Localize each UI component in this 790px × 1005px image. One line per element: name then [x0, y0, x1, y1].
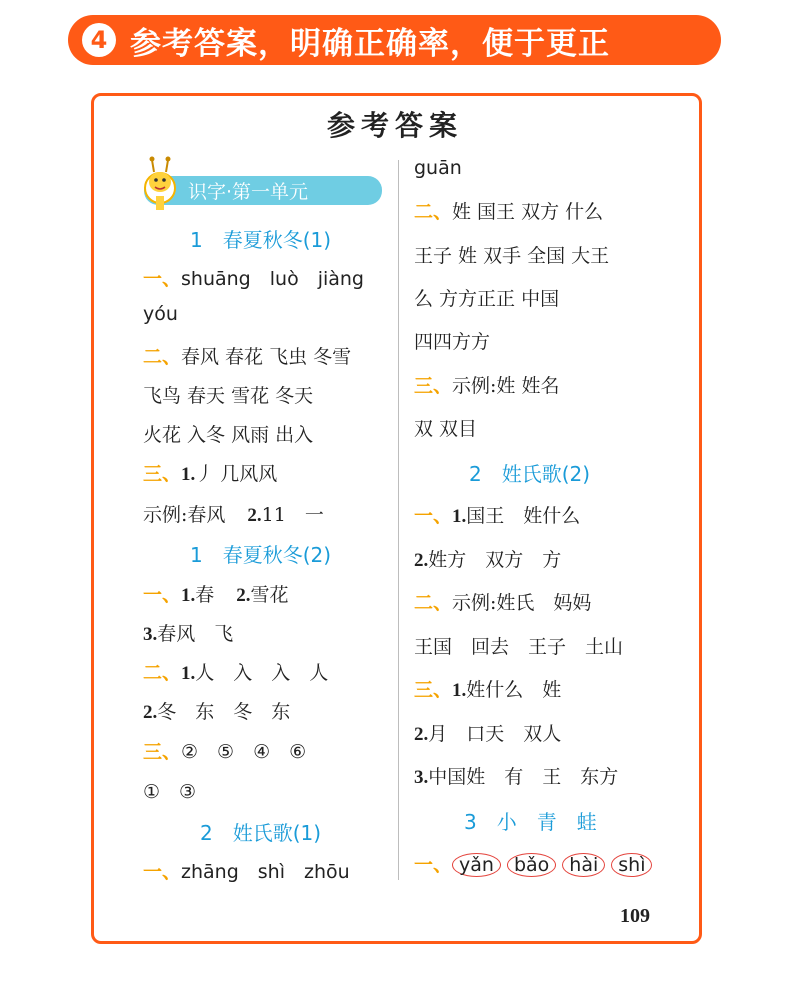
answer-line — [143, 658, 328, 685]
answer-text: 么 方方正正 中国 — [414, 288, 560, 310]
page-number: 109 — [620, 905, 650, 927]
pinyin-answer: zhāng shì zhōu — [181, 861, 350, 883]
answer-line — [414, 632, 623, 659]
answer-text: 示例:春风 — [143, 504, 226, 526]
answer-text: 雪花 — [250, 584, 289, 606]
answer-line — [143, 619, 233, 646]
answer-line — [143, 697, 290, 724]
answer-text: 四四方方 — [414, 331, 491, 353]
section-marker: 二、 — [414, 592, 453, 614]
answer-line — [143, 420, 313, 447]
answer-text: 人 入 入 人 — [195, 662, 329, 684]
answer-line — [414, 850, 658, 877]
item-number: 2. — [414, 724, 429, 745]
answer-line — [414, 501, 580, 528]
answer-line — [143, 342, 351, 369]
page-title: 参考答案 — [326, 109, 463, 142]
circled-pinyin: bǎo — [507, 853, 556, 877]
section-marker: 三、 — [414, 679, 453, 701]
item-number: 2. — [414, 550, 429, 571]
answer-line — [414, 327, 490, 354]
answer-text: ① ③ — [143, 781, 197, 803]
item-number: 2. — [247, 505, 262, 526]
answer-line — [143, 264, 364, 291]
lesson-heading: 2 姓氏歌(2) — [469, 462, 591, 486]
answer-text: 丿 几风风 — [195, 463, 278, 485]
answer-text: 示例:姓 姓名 — [452, 375, 560, 397]
answer-text: 春风 飞 — [157, 623, 234, 645]
section-marker: 一、 — [143, 268, 182, 290]
item-number: 3. — [414, 767, 429, 788]
section-marker: 二、 — [414, 201, 453, 223]
answer-line — [414, 241, 609, 268]
pinyin-answer: yóu — [143, 303, 178, 325]
answer-line — [414, 719, 561, 746]
item-number: 2. — [236, 585, 251, 606]
item-number: 1. — [452, 680, 467, 701]
answer-text: 春风 春花 飞虫 冬雪 — [181, 346, 352, 368]
answer-line — [143, 381, 313, 408]
unit-label: 识字·第一单元 — [188, 181, 309, 203]
answer-line — [414, 675, 561, 702]
item-number: 1. — [452, 506, 467, 527]
answer-text: 王子 姓 双手 全国 大王 — [414, 245, 610, 267]
section-marker: 一、 — [414, 854, 453, 876]
answer-text: 王国 回去 王子 土山 — [414, 636, 624, 658]
answer-text: 姓 国王 双方 什么 — [452, 201, 604, 223]
answer-text: 示例:姓氏 妈妈 — [452, 592, 592, 614]
answer-text: 中国姓 有 王 东方 — [428, 766, 619, 788]
answer-line — [414, 371, 559, 398]
section-marker: 三、 — [414, 375, 453, 397]
top-banner — [68, 15, 721, 65]
section-marker: 二、 — [143, 662, 182, 684]
circled-pinyin: shì — [611, 853, 652, 877]
section-marker: 一、 — [414, 505, 453, 527]
answer-line — [143, 459, 277, 486]
answer-text: 姓方 双方 方 — [428, 549, 562, 571]
section-marker: 一、 — [143, 861, 182, 883]
answer-text: 春 — [195, 584, 215, 606]
item-number: 1. — [181, 585, 196, 606]
answer-line — [414, 762, 618, 789]
lesson-heading: 1 春夏秋冬(1) — [190, 228, 332, 252]
banner-text: 参考答案，明确正确率，便于更正 — [130, 25, 610, 62]
answer-text: 火花 入冬 风雨 出入 — [143, 424, 314, 446]
giraffe-icon — [140, 152, 180, 212]
answer-line — [414, 197, 603, 224]
item-number: 1. — [181, 464, 196, 485]
answer-line — [143, 500, 324, 527]
answer-line — [414, 545, 561, 572]
answer-line — [414, 588, 591, 615]
pinyin-answer: guān — [414, 157, 462, 179]
lesson-heading: 1 春夏秋冬(2) — [190, 543, 332, 567]
section-marker: 三、 — [143, 741, 182, 763]
answer-text: 月 口天 双人 — [428, 723, 562, 745]
answer-line — [143, 857, 350, 884]
answer-text: 11 一 — [261, 504, 324, 526]
section-marker: 三、 — [143, 463, 182, 485]
answer-line — [143, 737, 306, 764]
answer-text: 双 双目 — [414, 418, 478, 440]
answer-line — [414, 284, 559, 311]
section-marker: 一、 — [143, 584, 182, 606]
section-marker: 二、 — [143, 346, 182, 368]
column-divider — [398, 160, 399, 880]
lesson-heading: 3 小 青 蛙 — [464, 810, 597, 834]
banner-number-badge: 4 — [82, 23, 116, 57]
pinyin-answer: shuāng luò jiàng — [181, 268, 364, 290]
answer-line — [143, 303, 178, 325]
answer-text: 国王 姓什么 — [466, 505, 581, 527]
answer-line — [414, 157, 462, 179]
lesson-heading: 2 姓氏歌(1) — [200, 821, 322, 845]
item-number: 3. — [143, 624, 158, 645]
answer-text: ② ⑤ ④ ⑥ — [181, 741, 307, 763]
answer-text: 飞鸟 春天 雪花 冬天 — [143, 385, 314, 407]
circled-pinyin: yǎn — [452, 853, 501, 877]
item-number: 1. — [181, 663, 196, 684]
answer-text: 姓什么 姓 — [466, 679, 562, 701]
answer-line — [143, 777, 196, 804]
circled-pinyin: hài — [562, 853, 605, 877]
item-number: 2. — [143, 702, 158, 723]
answer-line — [414, 414, 477, 441]
answer-line — [143, 580, 289, 607]
answer-text: 冬 东 冬 东 — [157, 701, 291, 723]
